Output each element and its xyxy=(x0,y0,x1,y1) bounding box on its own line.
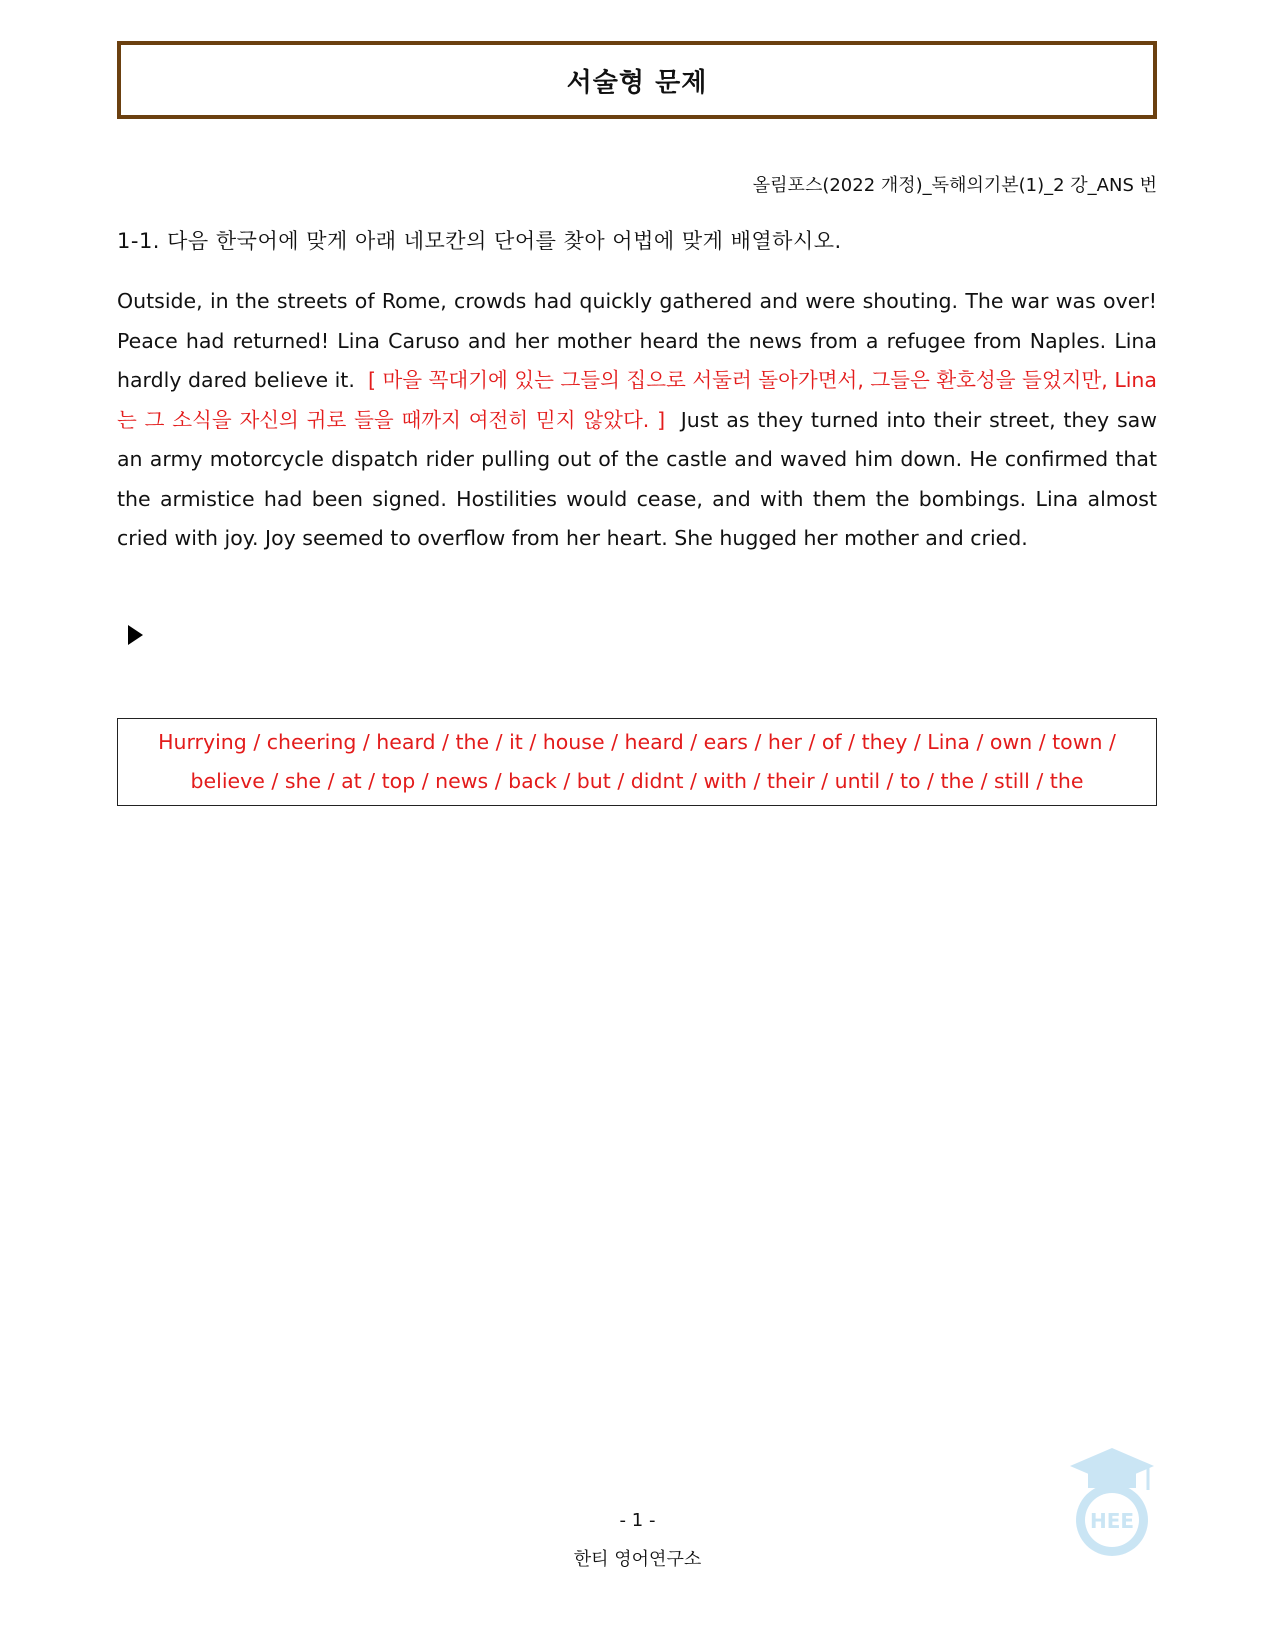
page-title: 서술형 문제 xyxy=(566,67,708,98)
passage-after: Just as they turned into their street, they saw an army motorcycle dispatch rider pulling out of the castle and waved him down. He confirmed that the armistice had been signed. Hostilities would cease, and with them the bombings. Lina almost cried with joy. Joy seemed to overflow from her heart. She hugged her mother and cried. xyxy=(117,407,1157,550)
hee-logo-icon xyxy=(1070,1448,1154,1560)
korean-prompt: [ 마을 꼭대기에 있는 그들의 집으로 서둘러 돌아가면서, 그들은 환호성을 들었지만, Lina 는 그 소식을 자신의 귀로 들을 때까지 여전히 믿지 않았다. ] xyxy=(117,368,1157,432)
logo-text: HEE xyxy=(1089,1509,1135,1533)
title-box xyxy=(117,41,1157,119)
footer-publisher: 한티 영어연구소 xyxy=(573,1549,702,1570)
word-box xyxy=(117,718,1157,806)
page-number: - 1 - xyxy=(619,1510,656,1531)
passage-before: Outside, in the streets of Rome, crowds had quickly gathered and were shouting. The war was over! Peace had returned! Lina Caruso and her mother heard the news from a refugee from Naples. Lina hardly dared believe it. xyxy=(117,289,1157,392)
source-label: 올림포스(2022 개정)_독해의기본(1)_2 강_ANS 번 xyxy=(752,175,1157,196)
answer-arrow-icon xyxy=(128,625,143,645)
passage xyxy=(117,282,1157,559)
question-text: 1-1. 다음 한국어에 맞게 아래 네모칸의 단어를 찾아 어법에 맞게 배열하시오. xyxy=(117,229,842,253)
word-list: Hurrying / cheering / heard / the / it / house / heard / ears / her / of / they / Lina / own / town / believe / she / at / top / news / back / but / didnt / with / their / until / to / the / still / the xyxy=(158,730,1116,793)
